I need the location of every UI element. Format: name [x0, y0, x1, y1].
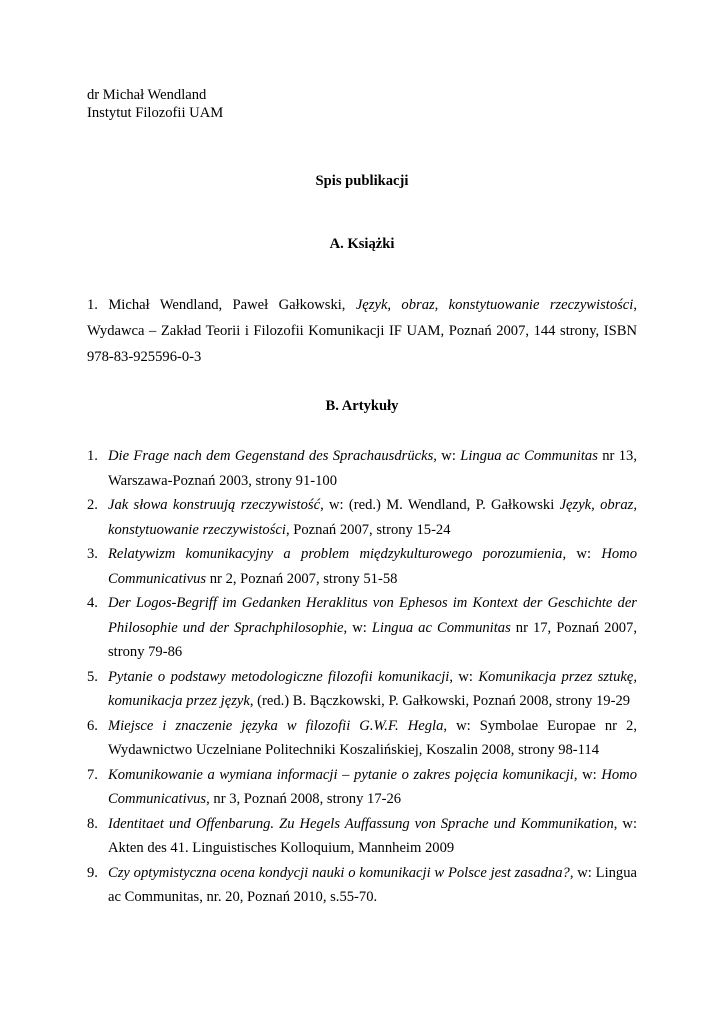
- author-block: [87, 86, 223, 122]
- article-mid: , w:: [343, 619, 372, 636]
- book-details: , Wydawca – Zakład Teorii i Filozofii Komunikacji IF UAM, Poznań 2007, 144 strony, ISBN 978-83-925596-0-3: [87, 297, 637, 365]
- article-rest: , nr 3, Poznań 2008, strony 17-26: [206, 791, 402, 807]
- list-item: [87, 542, 637, 591]
- article-number: 8.: [87, 815, 98, 832]
- list-item: [87, 812, 637, 861]
- article-title: Czy optymistyczna ocena kondycji nauki o komunikacji w Polsce jest zasadna?: [108, 864, 570, 881]
- article-title: Miejsce i znaczenie języka w filozofii G.W.F. Hegla: [108, 717, 444, 734]
- article-venue: Język, obraz, konstytuowanie rzeczywistości: [108, 497, 637, 538]
- book-authors: Michał Wendland, Paweł Gałkowski,: [108, 297, 346, 313]
- list-item: [87, 493, 637, 542]
- article-mid: , w:: [573, 766, 602, 783]
- list-item: [87, 591, 637, 665]
- author-institute: Instytut Filozofii UAM: [87, 105, 224, 121]
- article-venue: Homo Communicativus: [108, 766, 638, 807]
- article-rest: nr 17, Poznań 2007, strony 79-86: [108, 619, 637, 660]
- list-item: [87, 763, 637, 812]
- article-list: [87, 444, 637, 910]
- article-venue: Lingua ac Communitas: [460, 448, 598, 464]
- author-name: dr Michał Wendland: [87, 87, 207, 103]
- article-title: Relatywizm komunikacyjny a problem międzykulturowego porozumienia: [108, 546, 563, 562]
- article-rest: nr 2, Poznań 2007, strony 51-58: [206, 570, 398, 587]
- article-title: Der Logos-Begriff im Gedanken Heraklitus von Ephesos im Kontext der Geschichte der Philosophie und der Sprachphilosophie: [108, 595, 637, 636]
- list-item: [87, 444, 637, 493]
- article-number: 2.: [87, 497, 98, 513]
- article-title: Identitaet und Offenbarung. Zu Hegels Auffassung von Sprache und Kommunikation: [108, 815, 614, 832]
- article-number: 6.: [87, 717, 98, 734]
- article-rest: , Poznań 2007, strony 15-24: [285, 521, 451, 538]
- article-title: Komunikowanie a wymiana informacji – pytanie o zakres pojęcia komunikacji: [108, 766, 574, 783]
- article-number: 5.: [87, 668, 98, 685]
- article-mid: , w: (red.) M. Wendland, P. Gałkowski: [320, 497, 560, 513]
- article-mid: , w:: [562, 546, 602, 562]
- book-number: 1.: [87, 297, 98, 313]
- article-title: Die Frage nach dem Gegenstand des Sprachausdrücks: [108, 448, 434, 464]
- article-title: Jak słowa konstruują rzeczywistość: [108, 497, 321, 513]
- book-title: Język, obraz, konstytuowanie rzeczywistości: [355, 297, 634, 313]
- article-number: 1.: [87, 448, 98, 464]
- list-item: [87, 665, 637, 714]
- article-number: 7.: [87, 766, 98, 783]
- page-title: Spis publikacji: [315, 173, 409, 189]
- article-mid: , w: Lingua ac Communitas, nr. 20, Poznań 2010, s.55-70.: [108, 864, 637, 905]
- article-number: 4.: [87, 595, 98, 611]
- section-a-heading: A. Książki: [329, 236, 395, 252]
- article-mid: , w: Symbolae Europae nr 2, Wydawnictwo Uczelniane Politechniki Koszalińskiej, Koszalin 2008, strony 98-114: [108, 717, 637, 758]
- article-rest: , (red.) B. Bączkowski, P. Gałkowski, Poznań 2008, strony 19-29: [249, 693, 631, 709]
- article-venue: Homo Communicativus: [108, 546, 637, 587]
- article-venue: Komunikacja przez sztukę, komunikacja przez język: [108, 668, 638, 709]
- article-number: 9.: [87, 864, 98, 881]
- article-number: 3.: [87, 546, 98, 562]
- book-entry: [87, 292, 637, 370]
- list-item: [87, 861, 637, 910]
- list-item: [87, 714, 637, 763]
- article-rest: nr 13, Warszawa-Poznań 2003, strony 91-100: [108, 448, 637, 489]
- article-title: Pytanie o podstawy metodologiczne filozofii komunikacji: [108, 668, 450, 685]
- article-mid: , w: Akten des 41. Linguistisches Kolloquium, Mannheim 2009: [108, 815, 638, 856]
- article-venue: Lingua ac Communitas: [371, 619, 511, 636]
- article-mid: , w:: [433, 448, 461, 464]
- section-b-heading: B. Artykuły: [325, 398, 399, 414]
- article-mid: , w:: [449, 668, 479, 685]
